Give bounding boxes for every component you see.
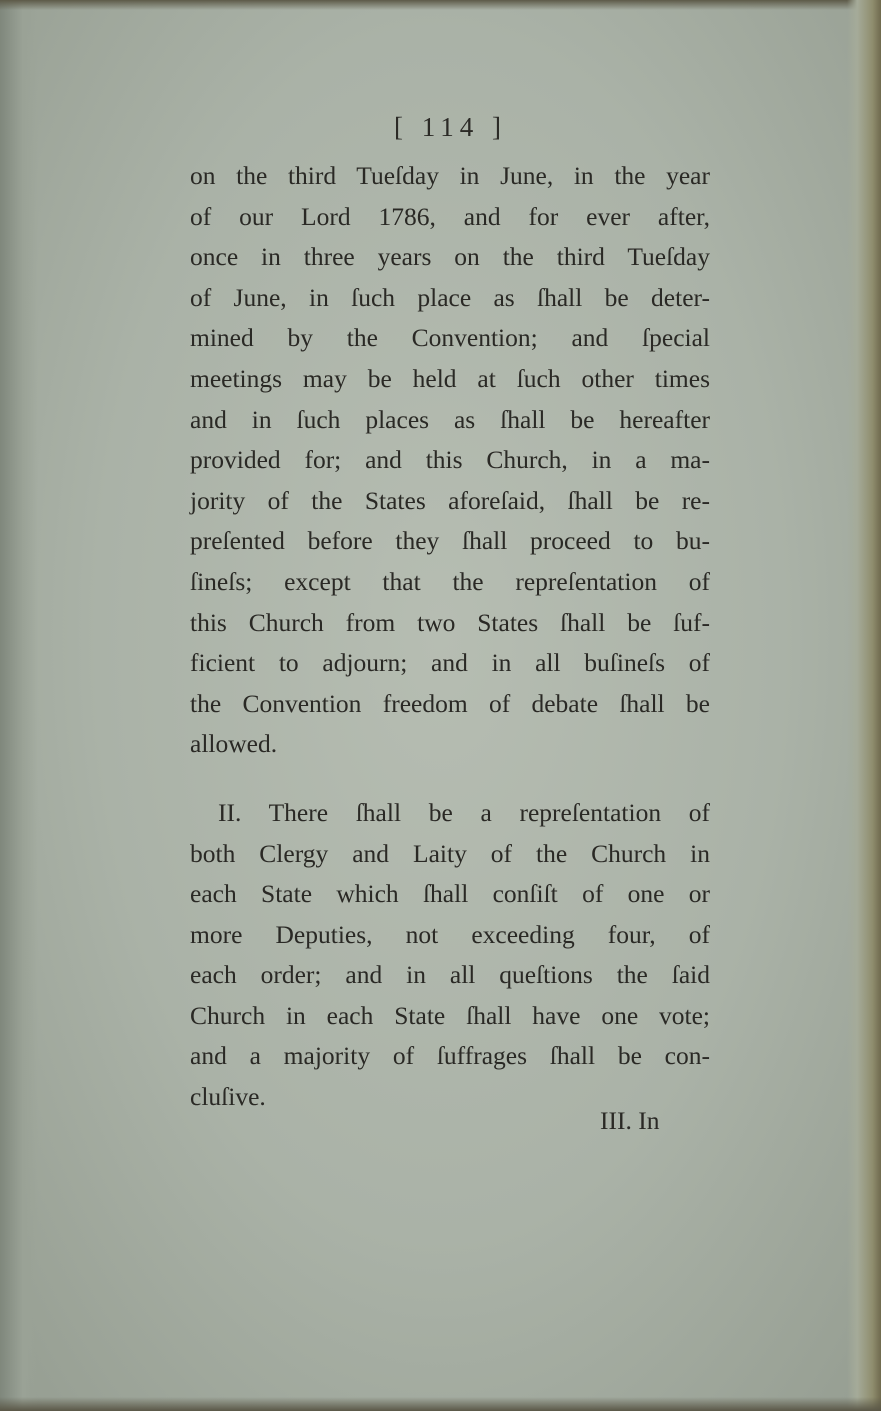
- paragraph-1: [190, 156, 710, 765]
- page-right-edge: [847, 0, 881, 1411]
- text-line: and in ſuch places as ſhall be hereafter: [190, 404, 710, 434]
- text-line: II. There ſhall be a repreſentation of: [218, 797, 710, 827]
- text-line: Church in each State ſhall have one vote;: [190, 1000, 710, 1030]
- text-line: both Clergy and Laity of the Church in: [190, 838, 710, 868]
- text-line: preſented before they ſhall proceed to bu-: [190, 526, 710, 556]
- text-line: of our Lord 1786, and for ever after,: [190, 201, 710, 231]
- text-line: ſineſs; except that the repreſentation of: [190, 566, 710, 596]
- paragraph-gap: [190, 765, 710, 793]
- text-line: jority of the States aforeſaid, ſhall be re-: [190, 485, 710, 515]
- catchword: III. In: [600, 1106, 660, 1135]
- text-line: each State which ſhall conſiſt of one or: [190, 879, 710, 909]
- text-line: this Church from two States ſhall be ſuf-: [190, 607, 710, 637]
- text-line: once in three years on the third Tueſday: [190, 242, 710, 272]
- text-line: more Deputies, not exceeding four, of: [190, 919, 710, 949]
- text-line: each order; and in all queſtions the ſaid: [190, 960, 710, 990]
- text-line: and a majority of ſuffrages ſhall be con-: [190, 1041, 710, 1071]
- text-line: meetings may be held at ſuch other times: [190, 363, 710, 393]
- body-text: [190, 156, 710, 1118]
- text-line: the Convention freedom of debate ſhall be: [190, 688, 710, 718]
- text-line: allowed.: [190, 729, 278, 759]
- page-top-edge: [0, 0, 881, 10]
- page-number: [ 114 ]: [394, 112, 507, 142]
- text-line: mined by the Convention; and ſpecial: [190, 323, 710, 353]
- text-line: on the third Tueſday in June, in the year: [190, 161, 710, 190]
- text-line: of June, in ſuch place as ſhall be deter-: [190, 282, 710, 312]
- paragraph-2: [190, 793, 710, 1118]
- text-line: provided for; and this Church, in a ma-: [190, 445, 710, 475]
- text-line: ficient to adjourn; and in all buſineſs of: [190, 648, 710, 678]
- text-line: cluſive.: [190, 1082, 266, 1112]
- page-bottom-edge: [0, 1397, 881, 1411]
